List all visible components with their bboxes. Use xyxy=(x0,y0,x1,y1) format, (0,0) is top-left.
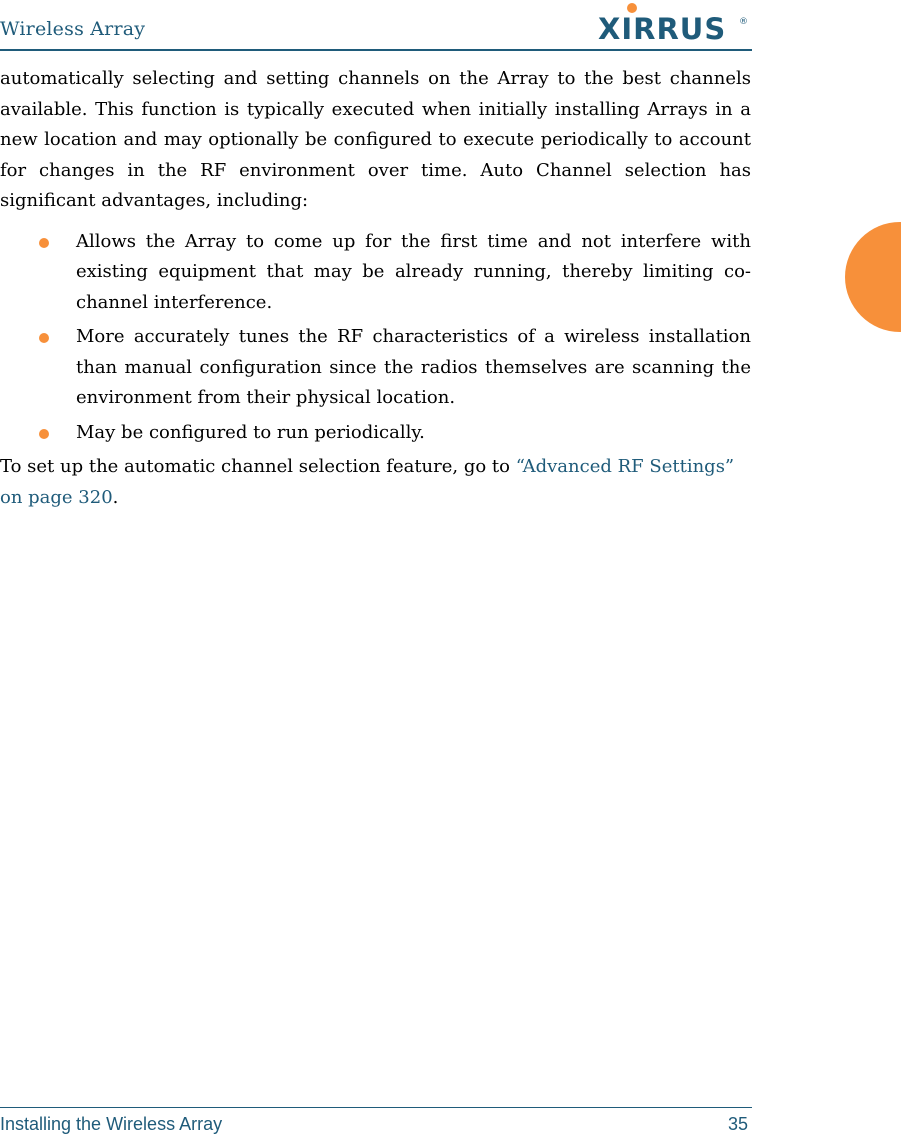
header-title: Wireless Array xyxy=(0,18,146,40)
header-divider xyxy=(0,49,752,51)
body-content xyxy=(0,64,751,513)
bullet-dot-icon xyxy=(39,333,49,343)
closing-suffix: . xyxy=(112,486,119,508)
list-item xyxy=(0,322,751,414)
logo-text: XIRRUS xyxy=(598,12,727,42)
list-item-text: Allows the Array to come up for the first time and not interfere with existing equipment that may be already running, thereby limiting co-channel interference. xyxy=(76,230,751,313)
bullet-dot-icon xyxy=(39,238,49,248)
list-item xyxy=(0,227,751,319)
logo-registered-mark: ® xyxy=(739,17,748,27)
list-item-text: More accurately tunes the RF characteristics of a wireless installation than manual configuration since the radios themselves are scanning the environment from their physical location. xyxy=(76,326,751,408)
advantages-list xyxy=(0,227,751,449)
closing-paragraph xyxy=(0,452,751,513)
list-item xyxy=(0,418,751,449)
list-item-text: May be configured to run periodically. xyxy=(76,421,425,443)
closing-prefix: To set up the automatic channel selection feature, go to xyxy=(0,456,516,477)
footer-divider xyxy=(0,1107,752,1108)
advanced-rf-settings-link[interactable]: “Advanced RF Settings” on page 320 xyxy=(0,456,735,508)
bullet-dot-icon xyxy=(39,429,49,439)
page-number: 35 xyxy=(727,1114,748,1134)
xirrus-logo xyxy=(596,2,748,42)
intro-paragraph: automatically selecting and setting channels on the Array to the best channels available. This function is typically executed when initially installing Arrays in a new location and may optionally be configured to execute periodically to account for changes in the RF environment over time. Auto Channel selection has significant advantages, including: xyxy=(0,68,751,211)
chapter-tab-marker xyxy=(845,222,901,332)
footer-section-title: Installing the Wireless Array xyxy=(0,1114,223,1134)
